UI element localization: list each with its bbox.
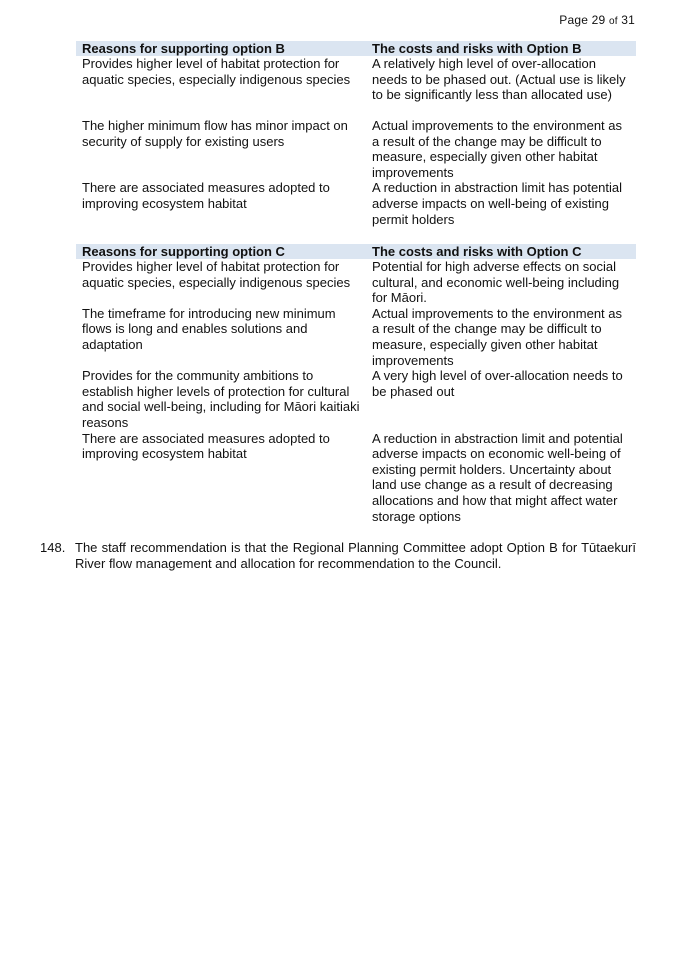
table-row (76, 259, 636, 306)
table-row (76, 56, 636, 118)
table-row (76, 368, 636, 430)
table-header-row (76, 244, 636, 259)
header-costs-b: The costs and risks with Option B (366, 41, 636, 56)
reason-cell: There are associated measures adopted to improving ecosystem habitat (82, 430, 330, 462)
page-current: 29 (591, 13, 606, 27)
reason-cell: Provides higher level of habitat protection for aquatic species, especially indigenous species (82, 56, 351, 87)
page-label: Page (559, 13, 589, 27)
cost-cell: Actual improvements to the environment as a result of the change may be difficult to measure, especially given other habitat improvements (372, 118, 623, 180)
table-row (76, 118, 636, 180)
option-c-table (76, 244, 636, 524)
cost-cell: Potential for high adverse effects on social cultural, and economic well-being including for Māori. (372, 259, 620, 306)
cost-cell: Actual improvements to the environment as a result of the change may be difficult to measure, especially given other habitat improvements (372, 305, 623, 368)
reason-cell: Provides for the community ambitions to establish higher levels of protection for cultural and social well-being, including for Māori kaitiaki reasons (82, 368, 360, 430)
header-reasons-b: Reasons for supporting option B (76, 41, 366, 56)
option-b-table (76, 41, 636, 227)
paragraph-text: The staff recommendation is that the Regional Planning Committee adopt Option B for Tūtaekurī River flow management and allocation for recommendation to the Council. (75, 540, 636, 571)
page-number (559, 13, 635, 27)
cost-cell: A relatively high level of over-allocation needs to be phased out. (Actual use is likely to be significantly less than allocated use) (372, 56, 626, 103)
table-row (76, 180, 636, 227)
page-total: 31 (621, 13, 635, 27)
reason-cell: Provides higher level of habitat protection for aquatic species, especially indigenous species (82, 259, 351, 290)
cost-cell: A very high level of over-allocation needs to be phased out (372, 368, 623, 399)
page-of: of (608, 16, 618, 27)
paragraph-number: 148. (40, 540, 66, 555)
reason-cell: The higher minimum flow has minor impact on security of supply for existing users (82, 118, 348, 149)
table-header-row (76, 41, 636, 56)
header-costs-c: The costs and risks with Option C (366, 244, 636, 259)
table-row (76, 306, 636, 368)
recommendation-paragraph (40, 540, 636, 572)
cost-cell: A reduction in abstraction limit and potential adverse impacts on economic well-being of existing permit holders. Uncertainty about land use change as a result of decreasing allocations and how that might affect water storage options (372, 430, 623, 524)
reason-cell: The timeframe for introducing new minimum flows is long and enables solutions and adaptation (82, 305, 336, 352)
header-reasons-c: Reasons for supporting option C (76, 244, 366, 259)
table-row (76, 431, 636, 525)
reason-cell: There are associated measures adopted to improving ecosystem habitat (82, 180, 330, 211)
cost-cell: A reduction in abstraction limit has potential adverse impacts on well-being of existing permit holders (372, 180, 623, 227)
